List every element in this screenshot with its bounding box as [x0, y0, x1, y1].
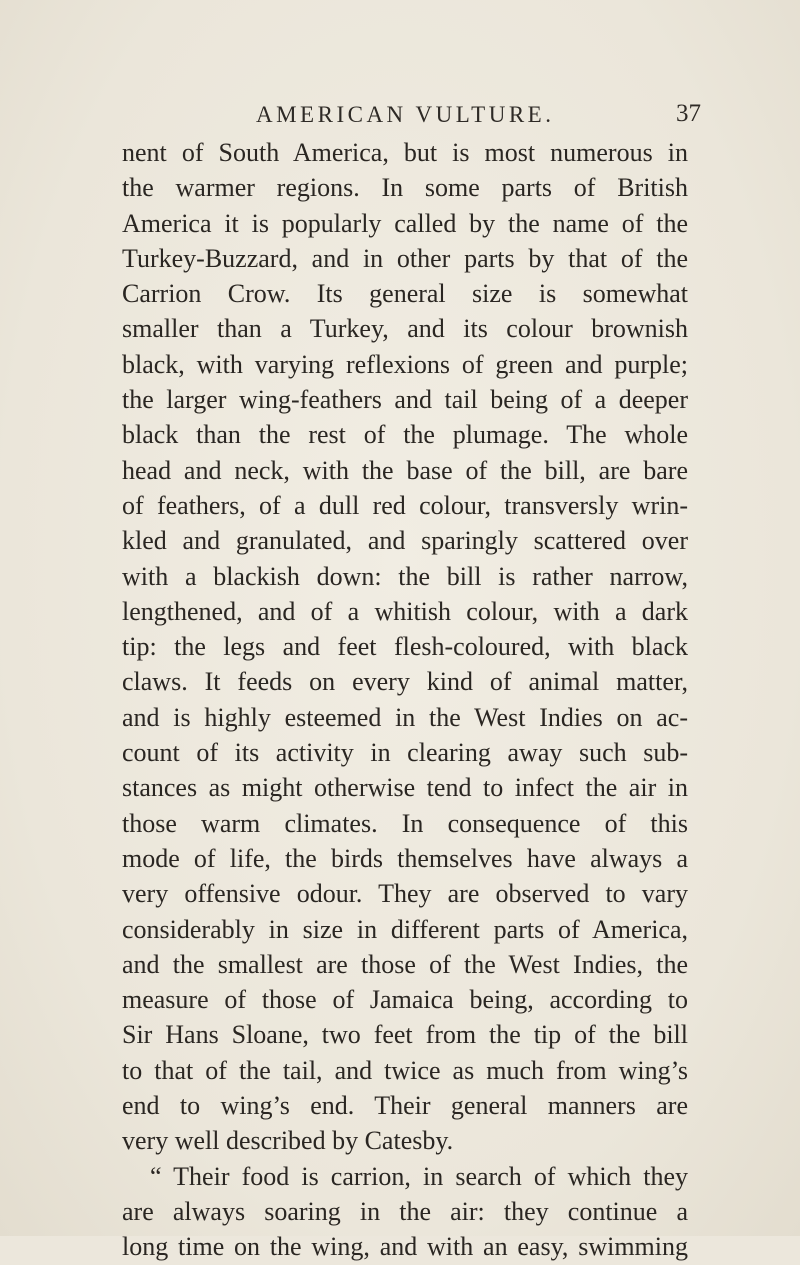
running-title: AMERICAN VULTURE. [256, 102, 555, 127]
text-line: very offensive odour. They are observed to vary [122, 879, 688, 909]
text-line: to that of the tail, and twice as much from wing’s [122, 1055, 688, 1085]
text-line: America it is popularly called by the name of the [122, 208, 688, 238]
text-line: kled and granulated, and sparingly scattered over [122, 526, 688, 556]
text-line: head and neck, with the base of the bill, are bare [122, 455, 688, 485]
text-line: black than the rest of the plumage. The whole [122, 420, 688, 450]
text-line: of feathers, of a dull red colour, transversly wrin- [122, 490, 688, 520]
text-line: long time on the wing, and with an easy, swimming [122, 1232, 688, 1262]
paragraph-end-line: very well described by Catesby. [122, 1126, 454, 1156]
text-line: Sir Hans Sloane, two feet from the tip of the bill [122, 1020, 688, 1050]
text-line: count of its activity in clearing away such sub- [122, 738, 688, 768]
text-line: considerably in size in different parts of America, [122, 914, 688, 944]
text-line: and the smallest are those of the West Indies, the [122, 949, 688, 979]
text-line: the warmer regions. In some parts of British [122, 173, 688, 203]
text-line: those warm climates. In consequence of this [122, 808, 688, 838]
running-head [0, 100, 800, 140]
text-line: are always soaring in the air: they continue a [122, 1196, 688, 1226]
text-line: the larger wing-feathers and tail being of a deeper [122, 385, 688, 415]
text-line: Turkey-Buzzard, and in other parts by that of the [122, 243, 688, 273]
text-line: mode of life, the birds themselves have always a [122, 843, 688, 873]
text-line: measure of those of Jamaica being, according to [122, 985, 688, 1015]
page-number: 37 [676, 100, 701, 127]
text-line: and is highly esteemed in the West Indies on ac- [122, 702, 688, 732]
body-text [122, 135, 688, 1265]
quote-start-line: “ Their food is carrion, in search of which they [150, 1161, 688, 1191]
text-line: Carrion Crow. Its general size is somewhat [122, 279, 688, 309]
text-line: smaller than a Turkey, and its colour brownish [122, 314, 688, 344]
text-line: nent of South America, but is most numerous in [122, 138, 688, 167]
text-line: stances as might otherwise tend to infect the air in [122, 773, 688, 803]
text-line: black, with varying reflexions of green and purple; [122, 349, 688, 379]
text-line: lengthened, and of a whitish colour, with a dark [122, 596, 688, 626]
text-line: end to wing’s end. Their general manners are [122, 1091, 688, 1121]
text-line: with a blackish down: the bill is rather narrow, [122, 561, 688, 591]
text-line: claws. It feeds on every kind of animal matter, [122, 667, 688, 697]
text-line: tip: the legs and feet flesh-coloured, with black [122, 632, 688, 662]
